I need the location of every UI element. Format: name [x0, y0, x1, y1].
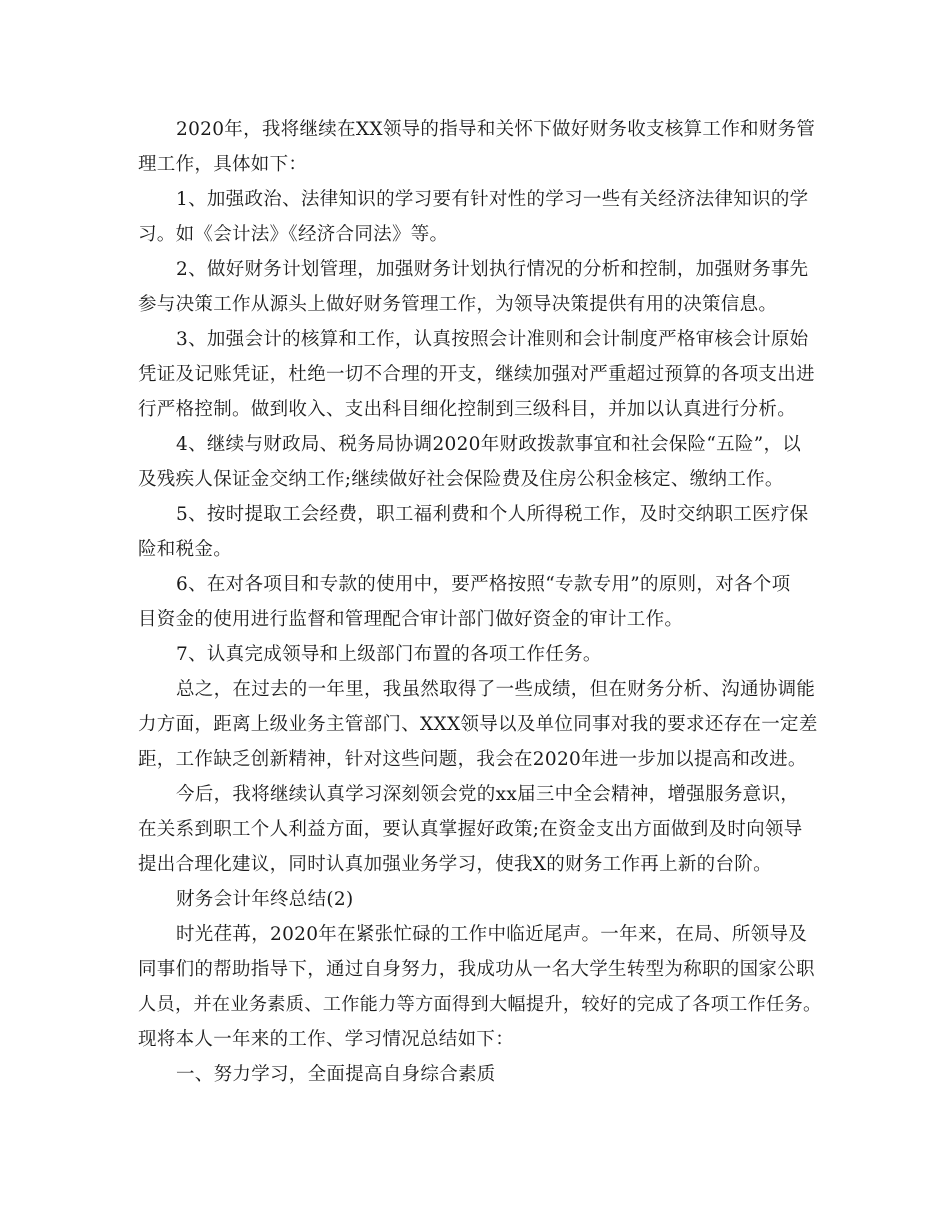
- text-line: 5、按时提取工会经费，职工福利费和个人所得税工作，及时交纳职工医疗保: [176, 504, 809, 525]
- text-line: 理工作，具体如下：: [138, 154, 308, 175]
- text-line: 3、加强会计的核算和工作，认真按照会计准则和会计制度严格审核会计原始: [176, 329, 809, 350]
- text-line: 力方面，距离上级业务主管部门、XXX领导以及单位同事对我的要求还存在一定差: [138, 714, 818, 735]
- section-heading: 财务会计年终总结(2): [176, 889, 354, 910]
- text-line: 习。如《会计法》《经济合同法》等。: [138, 224, 449, 245]
- text-line: 在关系到职工个人利益方面，要认真掌握好政策;在资金支出方面做到及时向领导: [138, 819, 803, 840]
- text-line: 及残疾人保证金交纳工作;继续做好社会保险费及住房公积金核定、缴纳工作。: [138, 469, 784, 490]
- text-line: 2020年，我将继续在XX领导的指导和关怀下做好财务收支核算工作和财务管: [176, 119, 816, 140]
- text-line: 4、继续与财政局、税务局协调2020年财政拨款事宜和社会保险“五险”，以: [176, 434, 802, 455]
- text-line: 总之，在过去的一年里，我虽然取得了一些成绩，但在财务分析、沟通协调能: [176, 679, 816, 700]
- text-line: 现将本人一年来的工作、学习情况总结如下：: [138, 1029, 515, 1050]
- text-line: 1、加强政治、法律知识的学习要有针对性的学习一些有关经济法律知识的学: [176, 189, 809, 210]
- text-line: 6、在对各项目和专款的使用中，要严格按照“专款专用”的原则，对各个项: [176, 574, 791, 595]
- text-line: 今后，我将继续认真学习深刻领会党的xx届三中全会精神，增强服务意识，: [176, 784, 800, 805]
- text-line: 同事们的帮助指导下，通过自身努力，我成功从一名大学生转型为称职的国家公职: [138, 959, 815, 980]
- text-line: 距，工作缺乏创新精神，针对这些问题，我会在2020年进一步加以提高和改进。: [138, 749, 807, 770]
- text-line: 参与决策工作从源头上做好财务管理工作，为领导决策提供有用的决策信息。: [138, 294, 778, 315]
- text-line: 7、认真完成领导和上级部门布置的各项工作任务。: [176, 644, 602, 665]
- text-line: 2、做好财务计划管理，加强财务计划执行情况的分析和控制，加强财务事先: [176, 259, 809, 280]
- text-line: 行严格控制。做到收入、支出科目细化控制到三级科目，并加以认真进行分析。: [138, 399, 797, 420]
- text-line: 时光荏苒，2020年在紧张忙碌的工作中临近尾声。一年来，在局、所领导及: [176, 924, 808, 945]
- section-heading: 一、努力学习，全面提高自身综合素质: [176, 1064, 496, 1085]
- text-line: 提出合理化建议，同时认真加强业务学习，使我X的财务工作再上新的台阶。: [138, 854, 772, 875]
- text-line: 险和税金。: [138, 539, 233, 560]
- text-line: 目资金的使用进行监督和管理配合审计部门做好资金的审计工作。: [138, 609, 684, 630]
- text-line: 凭证及记账凭证，杜绝一切不合理的开支，继续加强对严重超过预算的各项支出进: [138, 364, 815, 385]
- text-line: 人员，并在业务素质、工作能力等方面得到大幅提升，较好的完成了各项工作任务。: [138, 994, 822, 1015]
